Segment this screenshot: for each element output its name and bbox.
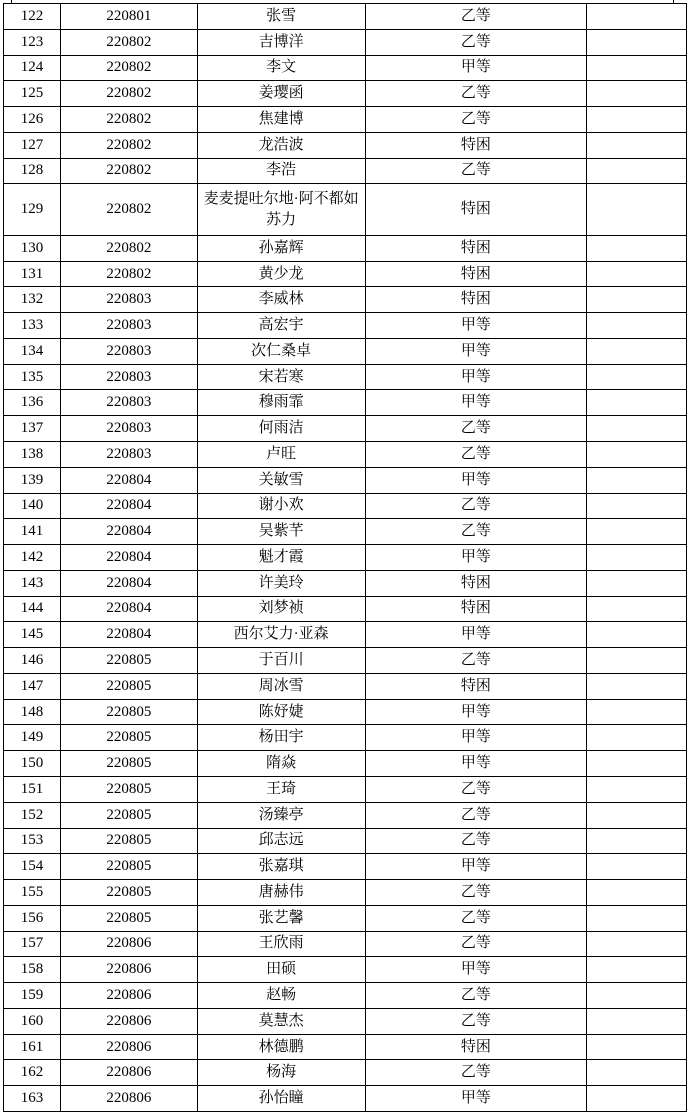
row-index-cell: 155 [4, 880, 61, 906]
student-name-cell: 龙浩波 [197, 132, 365, 158]
class-code-cell: 220806 [60, 1008, 197, 1034]
student-name-cell: 杨田宇 [197, 725, 365, 751]
table-row [4, 880, 687, 906]
row-index-cell: 134 [4, 338, 61, 364]
table-row [4, 338, 687, 364]
grade-cell: 乙等 [365, 519, 587, 545]
row-index-cell: 148 [4, 699, 61, 725]
table-row [4, 81, 687, 107]
student-name-cell: 关敏雪 [197, 467, 365, 493]
table-row [4, 931, 687, 957]
row-index-cell: 163 [4, 1086, 61, 1112]
empty-cell [587, 55, 687, 81]
empty-cell [587, 29, 687, 55]
table-body [4, 4, 687, 1112]
table-row [4, 235, 687, 261]
class-code-cell: 220802 [60, 158, 197, 184]
empty-cell [587, 931, 687, 957]
empty-cell [587, 261, 687, 287]
table-row [4, 493, 687, 519]
grade-cell: 甲等 [365, 390, 587, 416]
table-row [4, 1008, 687, 1034]
student-name-cell: 西尔艾力·亚森 [197, 622, 365, 648]
student-name-cell: 黄少龙 [197, 261, 365, 287]
student-name-cell: 高宏宇 [197, 313, 365, 339]
class-code-cell: 220804 [60, 622, 197, 648]
empty-cell [587, 287, 687, 313]
grade-cell: 乙等 [365, 158, 587, 184]
student-name-cell: 李威林 [197, 287, 365, 313]
class-code-cell: 220802 [60, 81, 197, 107]
row-index-cell: 140 [4, 493, 61, 519]
table-row [4, 983, 687, 1009]
student-name-cell: 林德鹏 [197, 1034, 365, 1060]
class-code-cell: 220805 [60, 648, 197, 674]
empty-cell [587, 1060, 687, 1086]
empty-cell [587, 699, 687, 725]
table-row [4, 957, 687, 983]
class-code-cell: 220802 [60, 29, 197, 55]
class-code-cell: 220804 [60, 519, 197, 545]
grade-cell: 甲等 [365, 467, 587, 493]
student-name-cell: 陈妤婕 [197, 699, 365, 725]
grade-cell: 乙等 [365, 802, 587, 828]
grade-cell: 甲等 [365, 364, 587, 390]
grade-cell: 甲等 [365, 957, 587, 983]
empty-cell [587, 235, 687, 261]
row-index-cell: 125 [4, 81, 61, 107]
grade-cell: 乙等 [365, 493, 587, 519]
row-index-cell: 150 [4, 751, 61, 777]
grade-cell: 甲等 [365, 699, 587, 725]
row-index-cell: 147 [4, 673, 61, 699]
table-row [4, 725, 687, 751]
class-code-cell: 220805 [60, 880, 197, 906]
row-index-cell: 161 [4, 1034, 61, 1060]
class-code-cell: 220804 [60, 467, 197, 493]
class-code-cell: 220804 [60, 545, 197, 571]
grade-cell: 乙等 [365, 983, 587, 1009]
grade-cell: 特困 [365, 235, 587, 261]
class-code-cell: 220806 [60, 1034, 197, 1060]
student-name-cell: 莫慧杰 [197, 1008, 365, 1034]
table-row [4, 287, 687, 313]
student-name-cell: 张艺馨 [197, 905, 365, 931]
class-code-cell: 220802 [60, 55, 197, 81]
grade-cell: 特困 [365, 287, 587, 313]
empty-cell [587, 622, 687, 648]
row-index-cell: 133 [4, 313, 61, 339]
class-code-cell: 220803 [60, 287, 197, 313]
class-code-cell: 220803 [60, 338, 197, 364]
class-code-cell: 220805 [60, 725, 197, 751]
grade-cell: 特困 [365, 570, 587, 596]
student-name-cell: 田硕 [197, 957, 365, 983]
empty-cell [587, 725, 687, 751]
student-name-cell: 焦建博 [197, 107, 365, 133]
class-code-cell: 220802 [60, 235, 197, 261]
grade-cell: 特困 [365, 132, 587, 158]
student-grade-table [3, 3, 687, 1112]
row-index-cell: 149 [4, 725, 61, 751]
student-name-cell: 姜璎函 [197, 81, 365, 107]
table-row [4, 4, 687, 30]
row-index-cell: 160 [4, 1008, 61, 1034]
table-row [4, 442, 687, 468]
empty-cell [587, 751, 687, 777]
empty-cell [587, 467, 687, 493]
row-index-cell: 131 [4, 261, 61, 287]
class-code-cell: 220803 [60, 313, 197, 339]
row-index-cell: 138 [4, 442, 61, 468]
student-name-cell: 于百川 [197, 648, 365, 674]
student-name-cell: 孙嘉辉 [197, 235, 365, 261]
table-row [4, 390, 687, 416]
empty-cell [587, 648, 687, 674]
table-row [4, 699, 687, 725]
table-row [4, 776, 687, 802]
empty-cell [587, 776, 687, 802]
student-name-cell: 汤臻亭 [197, 802, 365, 828]
class-code-cell: 220806 [60, 1086, 197, 1112]
class-code-cell: 220801 [60, 4, 197, 30]
table-row [4, 570, 687, 596]
empty-cell [587, 570, 687, 596]
table-row [4, 184, 687, 236]
row-index-cell: 132 [4, 287, 61, 313]
empty-cell [587, 596, 687, 622]
row-index-cell: 135 [4, 364, 61, 390]
row-index-cell: 144 [4, 596, 61, 622]
empty-cell [587, 390, 687, 416]
class-code-cell: 220805 [60, 802, 197, 828]
student-name-cell: 隋焱 [197, 751, 365, 777]
empty-cell [587, 1008, 687, 1034]
empty-cell [587, 519, 687, 545]
table-row [4, 545, 687, 571]
table-row [4, 132, 687, 158]
table-row [4, 29, 687, 55]
grade-cell: 甲等 [365, 725, 587, 751]
row-index-cell: 124 [4, 55, 61, 81]
class-code-cell: 220803 [60, 416, 197, 442]
table-row [4, 828, 687, 854]
class-code-cell: 220806 [60, 931, 197, 957]
class-code-cell: 220803 [60, 364, 197, 390]
student-name-cell: 何雨洁 [197, 416, 365, 442]
empty-cell [587, 983, 687, 1009]
empty-cell [587, 158, 687, 184]
class-code-cell: 220805 [60, 751, 197, 777]
row-index-cell: 146 [4, 648, 61, 674]
class-code-cell: 220805 [60, 699, 197, 725]
empty-cell [587, 81, 687, 107]
row-index-cell: 127 [4, 132, 61, 158]
student-name-cell: 张雪 [197, 4, 365, 30]
grade-cell: 乙等 [365, 1008, 587, 1034]
row-index-cell: 130 [4, 235, 61, 261]
grade-cell: 特困 [365, 1034, 587, 1060]
student-name-cell: 次仁桑卓 [197, 338, 365, 364]
row-index-cell: 122 [4, 4, 61, 30]
empty-cell [587, 802, 687, 828]
row-index-cell: 157 [4, 931, 61, 957]
empty-cell [587, 828, 687, 854]
empty-cell [587, 493, 687, 519]
empty-cell [587, 957, 687, 983]
table-row [4, 905, 687, 931]
grade-cell: 乙等 [365, 442, 587, 468]
table-row [4, 751, 687, 777]
class-code-cell: 220804 [60, 493, 197, 519]
row-index-cell: 145 [4, 622, 61, 648]
row-index-cell: 143 [4, 570, 61, 596]
table-row [4, 416, 687, 442]
class-code-cell: 220802 [60, 261, 197, 287]
class-code-cell: 220805 [60, 905, 197, 931]
student-name-cell: 张嘉琪 [197, 854, 365, 880]
empty-cell [587, 905, 687, 931]
grade-cell: 乙等 [365, 648, 587, 674]
table-row [4, 313, 687, 339]
grade-cell: 甲等 [365, 854, 587, 880]
empty-cell [587, 854, 687, 880]
grade-cell: 甲等 [365, 55, 587, 81]
grade-cell: 特困 [365, 596, 587, 622]
row-index-cell: 142 [4, 545, 61, 571]
grade-cell: 乙等 [365, 828, 587, 854]
table-row [4, 802, 687, 828]
grade-cell: 乙等 [365, 776, 587, 802]
empty-cell [587, 880, 687, 906]
empty-cell [587, 442, 687, 468]
class-code-cell: 220804 [60, 596, 197, 622]
row-index-cell: 152 [4, 802, 61, 828]
student-name-cell: 宋若寒 [197, 364, 365, 390]
empty-cell [587, 416, 687, 442]
row-index-cell: 153 [4, 828, 61, 854]
grade-cell: 乙等 [365, 81, 587, 107]
student-name-cell: 刘梦祯 [197, 596, 365, 622]
row-index-cell: 151 [4, 776, 61, 802]
empty-cell [587, 1034, 687, 1060]
empty-cell [587, 313, 687, 339]
class-code-cell: 220805 [60, 854, 197, 880]
empty-cell [587, 4, 687, 30]
grade-cell: 甲等 [365, 313, 587, 339]
grade-cell: 甲等 [365, 751, 587, 777]
student-name-cell: 李浩 [197, 158, 365, 184]
table-row [4, 1034, 687, 1060]
student-name-cell: 周冰雪 [197, 673, 365, 699]
student-name-cell: 王欣雨 [197, 931, 365, 957]
table-row [4, 467, 687, 493]
table-row [4, 1060, 687, 1086]
class-code-cell: 220803 [60, 390, 197, 416]
student-name-cell: 李文 [197, 55, 365, 81]
grade-cell: 甲等 [365, 1086, 587, 1112]
student-name-cell: 穆雨霏 [197, 390, 365, 416]
grade-cell: 甲等 [365, 545, 587, 571]
student-name-cell: 孙怡瞳 [197, 1086, 365, 1112]
grade-cell: 乙等 [365, 4, 587, 30]
class-code-cell: 220805 [60, 828, 197, 854]
student-name-cell: 吴紫芊 [197, 519, 365, 545]
table-row [4, 596, 687, 622]
empty-cell [587, 184, 687, 236]
grade-cell: 乙等 [365, 29, 587, 55]
table-row [4, 158, 687, 184]
table-row [4, 519, 687, 545]
student-name-cell: 唐赫伟 [197, 880, 365, 906]
row-index-cell: 136 [4, 390, 61, 416]
row-index-cell: 123 [4, 29, 61, 55]
student-name-cell: 谢小欢 [197, 493, 365, 519]
empty-cell [587, 673, 687, 699]
row-index-cell: 141 [4, 519, 61, 545]
grade-cell: 乙等 [365, 905, 587, 931]
grade-cell: 乙等 [365, 1060, 587, 1086]
table-row [4, 673, 687, 699]
grade-cell: 乙等 [365, 880, 587, 906]
grade-cell: 特困 [365, 184, 587, 236]
row-index-cell: 139 [4, 467, 61, 493]
grade-cell: 乙等 [365, 931, 587, 957]
empty-cell [587, 364, 687, 390]
grade-cell: 乙等 [365, 107, 587, 133]
student-name-cell: 吉博洋 [197, 29, 365, 55]
grade-cell: 甲等 [365, 622, 587, 648]
table-row [4, 107, 687, 133]
table-row [4, 364, 687, 390]
empty-cell [587, 1086, 687, 1112]
class-code-cell: 220806 [60, 957, 197, 983]
row-index-cell: 158 [4, 957, 61, 983]
student-name-cell: 赵畅 [197, 983, 365, 1009]
row-index-cell: 129 [4, 184, 61, 236]
table-row [4, 622, 687, 648]
class-code-cell: 220802 [60, 107, 197, 133]
class-code-cell: 220804 [60, 570, 197, 596]
student-name-cell: 邱志远 [197, 828, 365, 854]
grade-cell: 乙等 [365, 416, 587, 442]
student-name-cell: 卢旺 [197, 442, 365, 468]
class-code-cell: 220802 [60, 132, 197, 158]
class-code-cell: 220802 [60, 184, 197, 236]
row-index-cell: 159 [4, 983, 61, 1009]
class-code-cell: 220805 [60, 673, 197, 699]
row-index-cell: 154 [4, 854, 61, 880]
grade-cell: 甲等 [365, 338, 587, 364]
student-name-cell: 王琦 [197, 776, 365, 802]
empty-cell [587, 338, 687, 364]
table-row [4, 854, 687, 880]
table-row [4, 261, 687, 287]
grade-cell: 特困 [365, 261, 587, 287]
student-name-cell: 麦麦提吐尔地·阿不都如苏力 [197, 184, 365, 236]
row-index-cell: 128 [4, 158, 61, 184]
empty-cell [587, 132, 687, 158]
class-code-cell: 220803 [60, 442, 197, 468]
table-row [4, 55, 687, 81]
grade-cell: 特困 [365, 673, 587, 699]
row-index-cell: 126 [4, 107, 61, 133]
row-index-cell: 156 [4, 905, 61, 931]
student-name-cell: 许美玲 [197, 570, 365, 596]
class-code-cell: 220806 [60, 1060, 197, 1086]
class-code-cell: 220805 [60, 776, 197, 802]
empty-cell [587, 107, 687, 133]
table-row [4, 1086, 687, 1112]
row-index-cell: 137 [4, 416, 61, 442]
student-name-cell: 杨海 [197, 1060, 365, 1086]
student-name-cell: 魁才霞 [197, 545, 365, 571]
row-index-cell: 162 [4, 1060, 61, 1086]
empty-cell [587, 545, 687, 571]
table-row [4, 648, 687, 674]
class-code-cell: 220806 [60, 983, 197, 1009]
